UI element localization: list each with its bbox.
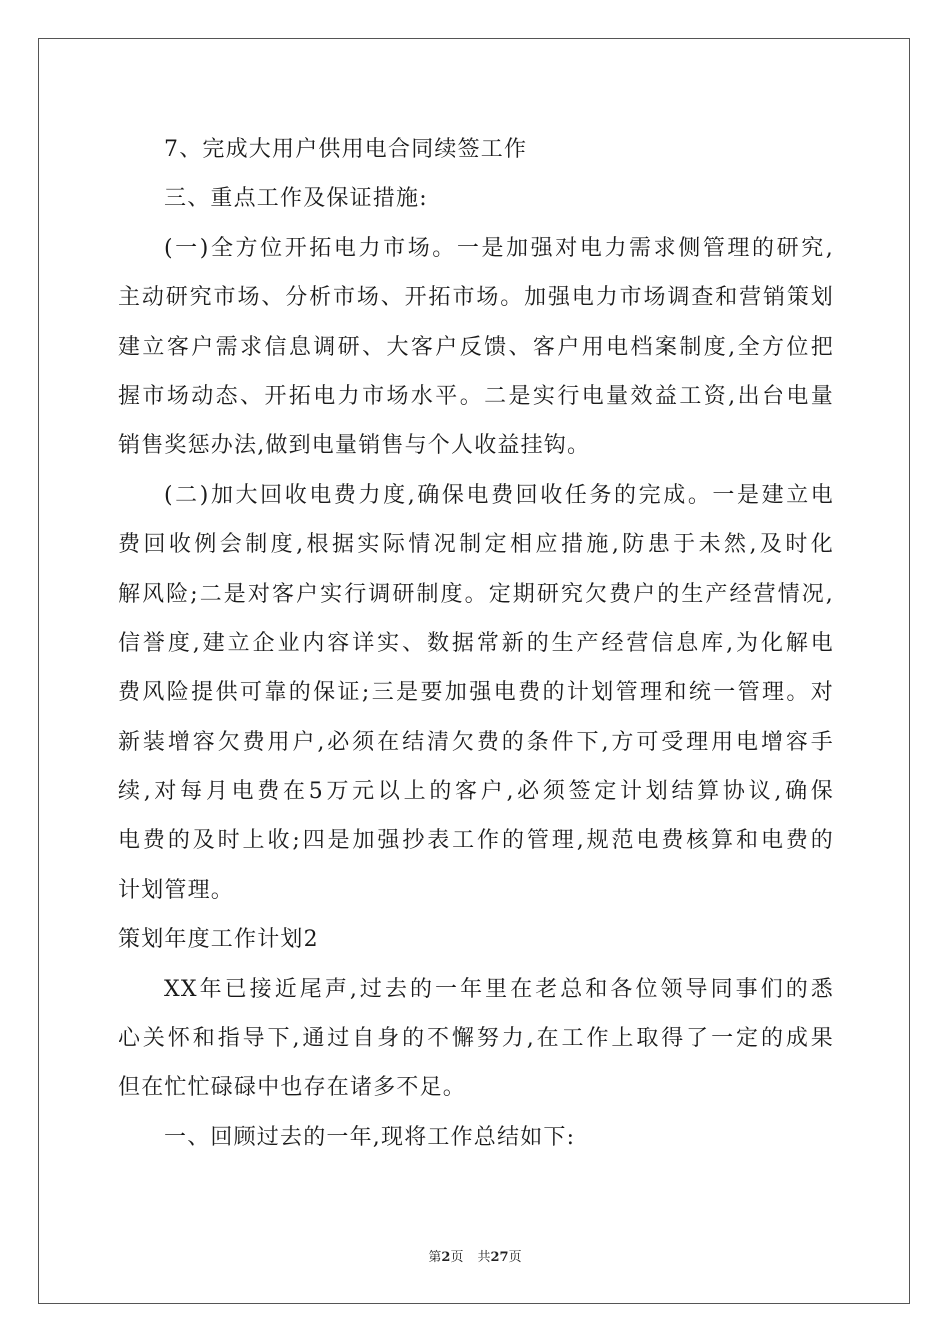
paragraph-line: 续,对每月电费在5万元以上的客户,必须签定计划结算协议,确保 <box>118 779 834 805</box>
paragraph-line: 电费的及时上收;四是加强抄表工作的管理,规范电费核算和电费的 <box>118 828 834 854</box>
page-suffix: 页 <box>450 1250 464 1265</box>
paragraph-line: 计划管理。 <box>118 877 235 903</box>
paragraph-line: 握市场动态、开拓电力市场水平。二是实行电量效益工资,出台电量 <box>118 383 834 409</box>
paragraph-line: 新装增容欠费用户,必须在结清欠费的条件下,方可受理用电增容手 <box>118 729 834 755</box>
total-suffix: 页 <box>508 1250 522 1265</box>
paragraph-line: (一)全方位开拓电力市场。一是加强对电力需求侧管理的研究, <box>164 235 834 261</box>
paragraph-line: 解风险;二是对客户实行调研制度。定期研究欠费户的生产经营情况, <box>118 581 834 607</box>
page-prefix: 第 <box>428 1250 442 1265</box>
document-title: 策划年度工作计划2 <box>118 927 319 953</box>
document-body <box>118 125 834 1162</box>
paragraph-line: 心关怀和指导下,通过自身的不懈努力,在工作上取得了一定的成果 <box>118 1026 834 1052</box>
paragraph-line: 费风险提供可靠的保证;三是要加强电费的计划管理和统一管理。对 <box>118 680 834 706</box>
page-footer <box>0 1246 950 1265</box>
paragraph-line: 主动研究市场、分析市场、开拓市场。加强电力市场调查和营销策划 <box>118 285 834 311</box>
total-pages: 27 <box>490 1250 509 1265</box>
paragraph-line: 销售奖惩办法,做到电量销售与个人收益挂钩。 <box>118 433 591 459</box>
section-heading-3: 三、重点工作及保证措施: <box>164 186 428 212</box>
section-heading-1: 一、回顾过去的一年,现将工作总结如下: <box>164 1124 576 1150</box>
paragraph-line: 费回收例会制度,根据实际情况制定相应措施,防患于未然,及时化 <box>118 532 834 558</box>
paragraph-line: (二)加大回收电费力度,确保电费回收任务的完成。一是建立电 <box>164 482 834 508</box>
paragraph-line: 信誉度,建立企业内容详实、数据常新的生产经营信息库,为化解电 <box>118 630 834 656</box>
paragraph-line: 建立客户需求信息调研、大客户反馈、客户用电档案制度,全方位把 <box>118 334 834 360</box>
total-prefix: 共 <box>477 1250 491 1265</box>
list-item-7: 7、完成大用户供用电合同续签工作 <box>164 137 528 162</box>
paragraph-line: 但在忙忙碌碌中也存在诸多不足。 <box>118 1075 467 1101</box>
paragraph-line: XX年已接近尾声,过去的一年里在老总和各位领导同事们的悉 <box>164 976 834 1002</box>
page-number: 2 <box>441 1250 451 1265</box>
